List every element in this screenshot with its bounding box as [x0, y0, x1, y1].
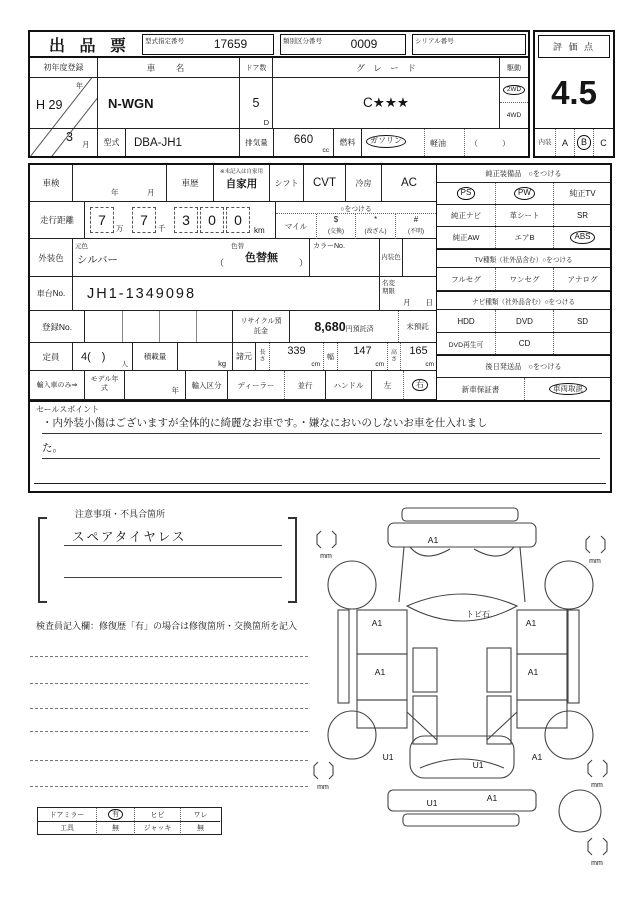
rear-bottom-strip	[403, 814, 519, 826]
navi-type-row	[437, 310, 610, 333]
length-value: 339	[287, 345, 306, 357]
notes-label: 注意事項・不具合箇所	[75, 509, 166, 519]
equip-ps-label: PS	[457, 187, 476, 200]
chassis-row	[30, 277, 436, 311]
interior-option-c: C	[593, 129, 613, 156]
tread-bracket-rear-left	[314, 762, 333, 779]
fuel-cell	[362, 129, 528, 156]
tv-oneseg: ワンセグ	[495, 268, 553, 290]
asterisk-symbol: *	[373, 215, 378, 224]
crack-label: ヒビ	[134, 808, 180, 821]
divider	[464, 129, 465, 156]
equipment-grid-row	[437, 205, 610, 227]
displacement-unit: cc	[322, 147, 329, 154]
side-strip-left	[338, 610, 349, 703]
model-row	[30, 128, 528, 156]
tire-rear-left	[328, 711, 376, 759]
fuel-other-paren: （ ）	[470, 139, 510, 148]
registration-row	[30, 311, 436, 343]
color-row	[30, 239, 436, 277]
hood-line-right	[520, 547, 525, 602]
equip-navi: 純正ナビ	[451, 211, 481, 220]
tread-bracket-front-right	[586, 536, 605, 553]
dims-label: 諸元	[233, 343, 256, 370]
model-code-box	[142, 34, 274, 55]
inspector-line	[30, 656, 308, 657]
mirror-value	[96, 808, 134, 821]
ship-warranty: 新車保証書	[461, 384, 500, 394]
navi-cd: CD	[495, 333, 553, 354]
equip-airbag: エアB	[495, 227, 553, 248]
navi-sd: SD	[553, 310, 611, 332]
rear-window-arc	[420, 759, 504, 768]
sales-line-1: ・内外装小傷はございますが全体的に綺麗なお車です。・嫌なにおいのしないお車を仕入れまし	[42, 415, 602, 434]
inspector-note: 検査員記入欄：修復歴「有」の場合は修復箇所・交換箇所を記入	[36, 621, 298, 631]
class-code-label: 類別区分番号	[283, 38, 322, 45]
front-bumper	[388, 523, 536, 547]
history-label: 車歴	[167, 165, 214, 201]
width-label: 幅	[324, 343, 338, 370]
height-unit: cm	[425, 361, 434, 368]
ac-label: 冷房	[346, 165, 382, 201]
tv-type-row	[437, 268, 610, 291]
damage-right-fender: A1	[525, 618, 537, 628]
color-no-label: カラーNo.	[313, 243, 345, 250]
recycle-none: 未預託	[398, 311, 436, 342]
color-cell	[73, 239, 310, 276]
windshield	[407, 594, 517, 621]
capacity-cell	[73, 343, 133, 370]
inspector-line	[30, 708, 308, 709]
import-type-label: 輸入区分	[186, 371, 228, 399]
damage-right-door: A1	[527, 667, 539, 677]
recycle-unit: 円預託済	[345, 325, 374, 333]
width-value: 147	[353, 345, 372, 357]
color-change-label: 色替	[231, 243, 244, 250]
tread-bracket-spare	[588, 838, 607, 855]
first-reg-month: 3	[66, 130, 73, 144]
hood-line-left	[399, 547, 404, 602]
shaken-value-cell	[73, 165, 167, 201]
serial-label: シリアル番号	[415, 38, 454, 45]
first-reg-year: H 29	[36, 98, 63, 112]
man-unit: 万	[116, 224, 124, 233]
tv-analog: アナログ	[553, 268, 611, 290]
height-label: 高さ	[388, 343, 401, 370]
chassis-label: 車台No.	[30, 277, 73, 310]
damage-rear-window: U1	[472, 760, 484, 770]
damage-front-bumper: A1	[427, 535, 439, 545]
color-change-value: 色替無	[245, 252, 278, 264]
rear-bumper	[388, 790, 536, 811]
interior-row	[535, 128, 613, 156]
navi-dvd: DVD	[495, 310, 553, 332]
mm-unit-front-left: mm	[320, 553, 332, 560]
equip-abs	[553, 227, 611, 248]
interior-option-a: A	[555, 129, 574, 156]
damage-right-quarter: A1	[531, 752, 543, 762]
fuel-gasoline: ガソリン	[366, 135, 406, 148]
width-unit: cm	[375, 361, 384, 368]
sheet-title: 出 品 票	[49, 38, 131, 55]
model-code-label: 型式指定番号	[145, 38, 184, 45]
drive-2wd: 2WD	[503, 85, 525, 96]
score-block	[533, 30, 615, 158]
tire-front-left	[328, 561, 376, 609]
equip-ps	[437, 183, 495, 204]
jack-value: 無	[180, 821, 220, 833]
interior-label: 内装	[538, 138, 552, 146]
drive-cell	[500, 78, 528, 128]
mileage-row	[30, 202, 436, 239]
spare-tire	[559, 790, 601, 832]
shaken-month-unit: 月	[147, 188, 155, 197]
equip-tv: 純正TV	[553, 183, 611, 204]
mile-flag: マイル	[284, 222, 308, 231]
car-name-value: N-WGN	[98, 78, 240, 128]
serial-box	[412, 34, 526, 55]
ship-manual-label: 車両取説	[549, 383, 587, 395]
equip-aw: 純正AW	[452, 233, 480, 242]
mm-unit-rear-left: mm	[317, 784, 329, 791]
interior-b: B	[577, 135, 591, 149]
inspector-line	[30, 731, 308, 732]
title-row	[30, 32, 528, 58]
navi-hdd: HDD	[457, 316, 475, 326]
import-only-label: 輸入車のみ⇒	[30, 371, 85, 399]
class-code-value: 0009	[350, 37, 378, 51]
inspection-row	[30, 165, 436, 202]
equipment-column	[436, 165, 610, 400]
recycle-value: 8,680	[314, 319, 346, 334]
sales-point-section	[30, 400, 610, 491]
divider	[122, 311, 123, 342]
load-cell	[178, 343, 233, 370]
asterisk-sub: (改ざん)	[364, 229, 387, 235]
mirror-value-label: 有	[108, 809, 123, 820]
doors-label: ドア数	[240, 58, 273, 77]
shaken-label: 車検	[30, 165, 73, 201]
navi-type-row-2	[437, 333, 610, 355]
paren-open: （	[215, 258, 225, 268]
tool-value: 無	[96, 821, 134, 833]
pillar-right-front	[487, 648, 511, 692]
shift-label: シフト	[270, 165, 304, 201]
import-parallel: 並行	[285, 371, 326, 399]
interior-option-b	[574, 129, 593, 156]
doors-sub: D	[263, 118, 269, 127]
car-name-label: 車 名	[98, 58, 240, 77]
panel-right-door	[517, 654, 567, 700]
displacement-label: 排気量	[240, 129, 274, 156]
class-code-box	[280, 34, 406, 55]
km-unit: km	[254, 226, 265, 235]
equip-pw-label: PW	[514, 187, 535, 200]
ship-header: 後日発送品 ○をつける	[437, 355, 610, 378]
break-label: ワレ	[180, 808, 220, 821]
ship-manual	[524, 378, 611, 400]
headlight-left	[410, 547, 450, 556]
width-cell	[338, 343, 388, 370]
mileage-digits-cell	[85, 202, 276, 238]
recycle-label: リサイクル預託金	[233, 311, 290, 342]
paren-close: ）	[299, 258, 309, 268]
grade-label: グ レ ー ド	[273, 58, 500, 77]
model-year-unit: 年	[171, 386, 179, 395]
mm-unit-spare: mm	[591, 860, 603, 867]
dollar-sub: (交換)	[328, 229, 344, 235]
height-cell	[401, 343, 436, 370]
damage-rear-bumper-right: A1	[486, 793, 498, 803]
circle-note: ○をつける	[276, 202, 436, 214]
length-cell	[270, 343, 324, 370]
notes-underline	[64, 577, 282, 578]
length-label: 長さ	[256, 343, 270, 370]
handle-right: 右	[412, 379, 428, 392]
sales-line-2: た。	[42, 440, 600, 459]
tv-fullseg: フルセグ	[451, 274, 481, 284]
mileage-flags-cell	[276, 202, 436, 238]
drive-option-2wd	[500, 78, 528, 103]
notes-line-1: スペアタイヤレス	[72, 530, 187, 544]
reg-no-cells	[85, 311, 233, 342]
load-label: 積載量	[133, 343, 178, 370]
capacity-unit: 人	[121, 361, 128, 368]
capacity-label: 定員	[30, 343, 73, 370]
hash-sub: (不明)	[408, 229, 424, 235]
load-unit: kg	[218, 359, 226, 368]
displacement-value: 660	[293, 134, 314, 146]
month-unit: 月	[82, 140, 90, 149]
displacement-cell	[274, 129, 334, 156]
orig-color-value: シルバー	[77, 254, 119, 266]
navi-empty	[553, 333, 611, 354]
recycle-value-cell	[290, 311, 398, 342]
model-code-value: 17659	[213, 37, 248, 51]
mirror-label: ドアミラー	[49, 811, 85, 819]
height-value: 165	[409, 345, 428, 357]
equipment-grid-row	[437, 227, 610, 249]
handle-label: ハンドル	[326, 371, 372, 399]
jack-label: ジャッキ	[134, 821, 180, 833]
int-color-value-cell	[403, 239, 436, 276]
shift-value: CVT	[304, 165, 346, 201]
model-value: DBA-JH1	[126, 129, 240, 156]
model-year-label: モデル年式	[85, 371, 125, 399]
panel-right-fender	[517, 610, 567, 654]
orig-color-label: 元色	[75, 243, 88, 250]
tread-bracket-rear-right	[588, 760, 607, 777]
mileage-digit: 7	[132, 207, 156, 233]
navi-type-header: ナビ種類（社外品含む）○をつける	[437, 291, 610, 310]
equip-abs-label: ABS	[570, 231, 594, 244]
rear-hatch	[410, 736, 514, 778]
detail-block	[28, 163, 612, 493]
equipment-header: 純正装備品 ○をつける	[437, 165, 610, 183]
navi-dvd-play: DVD再生可	[448, 341, 484, 349]
history-cell	[214, 165, 270, 201]
mileage-digit: 7	[90, 207, 114, 233]
panel-right-rear	[517, 700, 567, 728]
handle-right-cell	[404, 371, 436, 399]
equip-pw	[495, 183, 553, 204]
mm-unit-front-right: mm	[589, 558, 601, 565]
doors-value: 5	[252, 96, 260, 110]
tv-type-header: TV種類（社外品含む）○をつける	[437, 249, 610, 268]
inspector-line	[30, 683, 308, 684]
divider	[424, 129, 425, 156]
mileage-digit: 0	[226, 207, 250, 233]
history-value: 自家用	[225, 178, 258, 190]
sales-line-3	[34, 464, 606, 484]
bracket-right	[288, 517, 297, 603]
equipment-grid-row	[437, 183, 610, 205]
header-label-row	[30, 58, 528, 78]
damage-left-door: A1	[374, 667, 386, 677]
color-no-cell	[310, 239, 380, 276]
length-unit: cm	[311, 361, 320, 368]
panel-left-fender	[357, 610, 407, 654]
damage-rear-bumper-left: U1	[426, 798, 438, 808]
score-label: 評 価 点	[538, 35, 610, 58]
model-label: 型式	[98, 129, 126, 156]
fuel-diesel: 軽油	[430, 139, 446, 148]
handle-left: 左	[372, 371, 404, 399]
front-top-strip	[402, 508, 518, 521]
fuel-label: 燃料	[334, 129, 362, 156]
drive-label: 駆動	[507, 64, 521, 72]
score-value: 4.5	[551, 74, 597, 111]
mileage-digit: 0	[200, 207, 224, 233]
notes-underline	[64, 545, 282, 546]
doors-cell	[240, 78, 273, 128]
headlight-right	[474, 547, 514, 556]
pillar-left-front	[413, 648, 437, 692]
damage-windshield: トビ石	[466, 610, 490, 619]
capacity-row	[30, 343, 436, 371]
grade-value: C★★★	[273, 78, 500, 128]
equip-leather: 革シート	[495, 205, 553, 226]
import-row	[30, 371, 436, 400]
int-color-label: 内装色	[380, 239, 403, 276]
chassis-value: JH1-1349098	[73, 277, 380, 310]
ext-color-label: 外装色	[30, 239, 73, 276]
tire-rear-right	[545, 711, 593, 759]
dollar-symbol: $	[333, 215, 339, 224]
panel-left-door	[357, 654, 407, 700]
first-reg-label: 初年度登録	[30, 58, 98, 77]
ship-row	[437, 378, 610, 400]
tool-label: 工具	[38, 821, 96, 833]
car-damage-diagram	[306, 498, 622, 883]
sales-point-label: セールスポイント	[36, 405, 100, 414]
year-unit: 年	[76, 83, 83, 90]
name-change-cell	[380, 277, 436, 310]
ac-value: AC	[401, 177, 417, 189]
bracket-left	[38, 517, 47, 603]
capacity-value: 4( )	[81, 351, 106, 363]
mileage-label: 走行距離	[30, 202, 85, 238]
side-strip-right	[568, 610, 579, 703]
hash-symbol: #	[413, 215, 419, 224]
tire-front-right	[545, 561, 593, 609]
inspector-line	[30, 786, 308, 787]
dollar-flag	[316, 214, 355, 239]
model-year-cell	[125, 371, 186, 399]
damage-left-fender: A1	[371, 618, 383, 628]
name-change-date: 月 日	[403, 298, 433, 307]
hash-flag	[395, 214, 436, 239]
asterisk-flag	[355, 214, 395, 239]
divider	[159, 311, 160, 342]
damage-left-quarter: U1	[382, 752, 394, 762]
header-block	[28, 30, 530, 158]
inspector-line	[30, 760, 308, 761]
equip-sr: SR	[553, 205, 611, 226]
import-dealer: ディーラー	[228, 371, 285, 399]
name-change-label: 名変期限	[382, 280, 395, 295]
reg-no-label: 登録No.	[30, 311, 85, 342]
mileage-digit: 3	[174, 207, 198, 233]
drive-option-4wd: 4WD	[506, 112, 522, 119]
mm-unit-rear-right: mm	[591, 782, 603, 789]
divider	[196, 311, 197, 342]
sen-unit: 千	[158, 224, 166, 233]
history-note: ※未記入は自家用	[219, 169, 264, 175]
mirror-tool-table	[37, 807, 222, 835]
shaken-year-unit: 年	[111, 188, 119, 197]
tread-bracket-front-left	[317, 531, 336, 548]
